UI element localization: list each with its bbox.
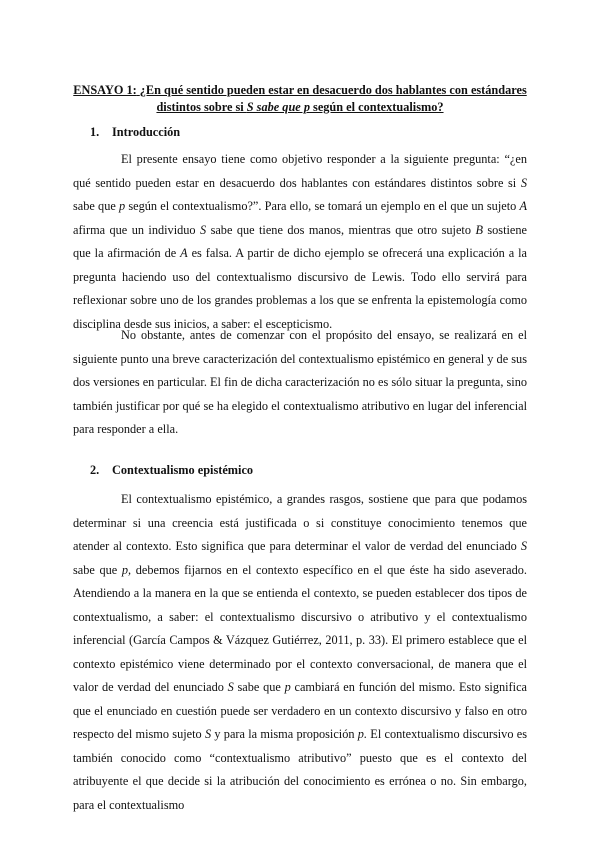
section-heading-introduccion (90, 125, 180, 140)
text-run: según el contextualismo?”. Para ello, se tomará un ejemplo en el que un sujeto (125, 199, 520, 213)
text-run: sabe que (73, 199, 120, 213)
paragraph (73, 488, 527, 817)
text-run: sabe que (73, 562, 122, 577)
paragraph-text (73, 488, 527, 817)
text-run: cambiará en función del mismo. Esto significa que el enunciado en cuestión puede ser verdadero en un contexto discursivo y falso en otro respecto del mismo sujeto (73, 680, 527, 741)
text-run: debemos fijarnos en el contexto específico en el que éste ha sido aseverado. Atendiendo a la manera en la que se entienda el contexto, se pueden establecer dos tipos de contextualismo, a saber: el contextualismo discursivo o atributivo y el contextualismo inferencial (García Campos & Vázquez Gutiérrez, 2011, p. 33). El primero establece que el contexto epistémico viene determinado por el contexto conversacional, de manera que el valor de verdad del enunciado (73, 562, 527, 694)
italic-variable: p. (357, 727, 368, 741)
italic-variable: p (284, 680, 291, 694)
title-prefix: ENSAYO 1: (73, 83, 137, 97)
section-heading-contextualismo (90, 463, 253, 478)
text-run: sabe que tiene dos manos, mientras que otro sujeto (206, 222, 476, 237)
italic-variable: S (204, 727, 212, 741)
paragraph (73, 148, 527, 336)
text-run: El contextualismo discursivo es también conocido como “contextualismo atributivo” puesto que es el contexto del atribuyente el que decide si la atribución del conocimiento es errónea o no. Sin embargo, para el contextualismo (73, 727, 527, 812)
italic-variable: S (227, 680, 234, 694)
title-main: ¿En qué sentido pueden estar en desacuerdo dos hablantes con estándares distintos sobre si (139, 83, 527, 114)
text-run: sabe que (233, 680, 285, 694)
italic-variable: A (180, 246, 188, 260)
section-number: 2. (90, 463, 100, 477)
paragraph-text (73, 148, 527, 336)
italic-variable: S (199, 222, 207, 237)
text-run: es falsa. A partir de dicho ejemplo se ofrecerá una explicación a la pregunta haciendo uso del contextualismo discursivo de Lewis. Todo ello servirá para reflexionar sobre uno de los grandes problemas a los que se enfrenta la epistemología como disciplina desde sus inicios, a saber: el escepticismo. (73, 246, 527, 331)
italic-variable: p, (121, 562, 132, 577)
text-run: y para la misma proposición (211, 727, 358, 741)
paragraph-text (73, 324, 527, 442)
title-italic: S sabe que p (246, 100, 310, 114)
text-run: sostiene que la afirmación de (73, 222, 527, 260)
italic-variable: S (520, 175, 527, 190)
italic-variable: S (520, 539, 527, 553)
text-run: El contextualismo epistémico, a grandes rasgos, sostiene que para que podamos determinar si una creencia está justificada o si constituye conocimiento tenemos que atender al contexto. Esto significa que para determinar el valor de verdad del enunciado (73, 492, 527, 553)
italic-variable: A (519, 199, 527, 213)
text-run: No obstante, antes de comenzar con el propósito del ensayo, se realizará en el siguiente punto una breve caracterización del contextualismo epistémico en general y de sus dos versiones en particular. El fin de dicha caracterización no es sólo situar la pregunta, sino también justificar por qué se ha elegido el contextualismo atributivo en lugar del inferencial para responder a ella. (73, 328, 527, 436)
text-run: El presente ensayo tiene como objetivo responder a la siguiente pregunta: “¿en qué sentido pueden estar en desacuerdo dos hablantes con estándares distintos sobre si (73, 152, 527, 190)
italic-variable: p (119, 199, 126, 213)
section-number: 1. (90, 125, 100, 139)
italic-variable: B (475, 222, 483, 237)
title-suffix: según el contextualismo? (309, 100, 444, 114)
section-title: Introducción (112, 125, 181, 139)
section-title: Contextualismo epistémico (112, 463, 254, 477)
document-title (66, 82, 534, 116)
text-run: afirma que un individuo (73, 222, 200, 237)
paragraph (73, 324, 527, 442)
